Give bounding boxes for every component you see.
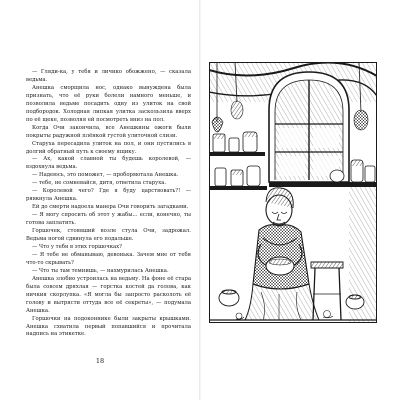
paragraph: Горшочки на подоконнике были закрыты крышками. Анешка схватила первый попавшийся и прочитала надпись на этикетке.	[26, 315, 191, 338]
paragraph: Старуха пересадила улиток на пол, и они пустились в долгий обратный путь к своему ящику.	[26, 140, 191, 155]
witch-illustration-icon	[209, 62, 377, 323]
paragraph: Горшочек, стоявший возле стула Очи, задрожал. Ведьма ногой сдвинула его подальше.	[26, 228, 191, 243]
paragraph: Анешка злобно устроилась на ведьму. На фоне её стара была совсем дряхлая — горстка костей да голова, как ничкия скорлупка. «Я могла бы запросто расколоть её голову и вытрясти оттуда все её секреты», — подумала Анешка.	[26, 275, 191, 314]
paragraph: — Надеюсь, это поможет, — пробормотала Анешка.	[32, 172, 179, 179]
paragraph: Ей до смерти надоела манера Очи говорить загадками.	[32, 204, 189, 211]
gutter	[199, 0, 201, 400]
paragraph: — Я могу спросить об этот у жабы... если, конечно, ты готова заплатить.	[26, 212, 191, 227]
paragraph: Когда Очи закончила, все Анешкины ожоги были покрыты радужной плёнкой густой улиточной слизи.	[26, 124, 191, 139]
paragraph: Анешка сморщила нос, однако вынуждена была признать, что её руки болели намного меньше, и позволила ведьме посадить одну из улиток на свой подбородок. Холодная липкая улитка заскользила вверх по её щеке, позволяя ей посмотреть вниз на пол.	[26, 84, 191, 123]
text-block	[26, 69, 191, 339]
page-number: 18	[95, 357, 105, 365]
paragraph: — Гляди-ка, у тебя и личико обожжено, — сказала ведьма.	[26, 69, 191, 83]
paragraph: — Что у тебя в этих горшочках?	[32, 243, 122, 250]
paragraph: — тебе, не сомневайся, дитя, ответила старуха.	[32, 180, 167, 187]
paragraph: — Ах, какой славной ты будешь королевой, — вздохнула ведьма.	[26, 156, 191, 171]
paragraph: — Я тебе не обманываю, девонька. Зачем мне от тебя что-то скрывать?	[26, 251, 191, 266]
paragraph: — Что ты там темнишь, — нахмурилась Анешка.	[32, 267, 169, 274]
paragraph: — Королевой чего? Где я буду царствовать?! — рявкнула Анешка.	[26, 188, 191, 203]
